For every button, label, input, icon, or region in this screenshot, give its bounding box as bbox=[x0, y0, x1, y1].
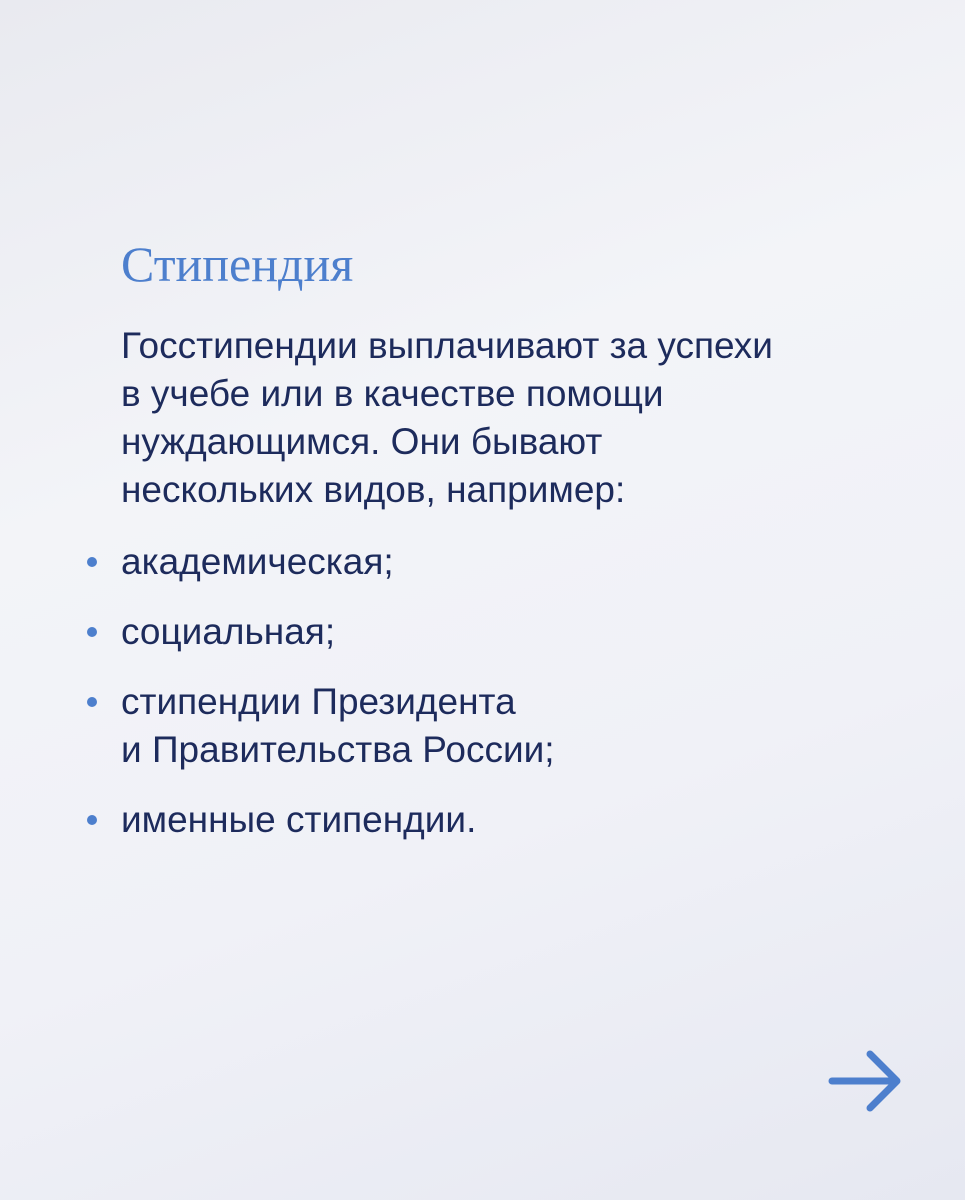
bullet-icon bbox=[87, 697, 97, 707]
intro-line: в учебе или в качестве помощи bbox=[121, 373, 664, 414]
intro-line: нуждающимся. Они бывают bbox=[121, 421, 603, 462]
page-title: Стипендия bbox=[121, 236, 354, 292]
bullet-icon bbox=[87, 627, 97, 637]
list-item bbox=[87, 538, 927, 586]
scholarship-types-list bbox=[87, 538, 927, 866]
list-item-text: стипендии Президента bbox=[121, 681, 516, 722]
arrow-right-icon[interactable] bbox=[826, 1046, 906, 1116]
intro-line: Госстипендии выплачивают за успехи bbox=[121, 325, 773, 366]
bullet-icon bbox=[87, 815, 97, 825]
list-item bbox=[87, 678, 927, 774]
list-item-text: академическая; bbox=[121, 541, 394, 582]
list-item bbox=[87, 608, 927, 656]
intro-line: нескольких видов, например: bbox=[121, 469, 626, 510]
intro-paragraph bbox=[121, 322, 921, 514]
list-item-text: социальная; bbox=[121, 611, 336, 652]
list-item-text: именные стипендии. bbox=[121, 799, 477, 840]
list-item bbox=[87, 796, 927, 844]
bullet-icon bbox=[87, 557, 97, 567]
list-item-text: и Правительства России; bbox=[121, 729, 555, 770]
